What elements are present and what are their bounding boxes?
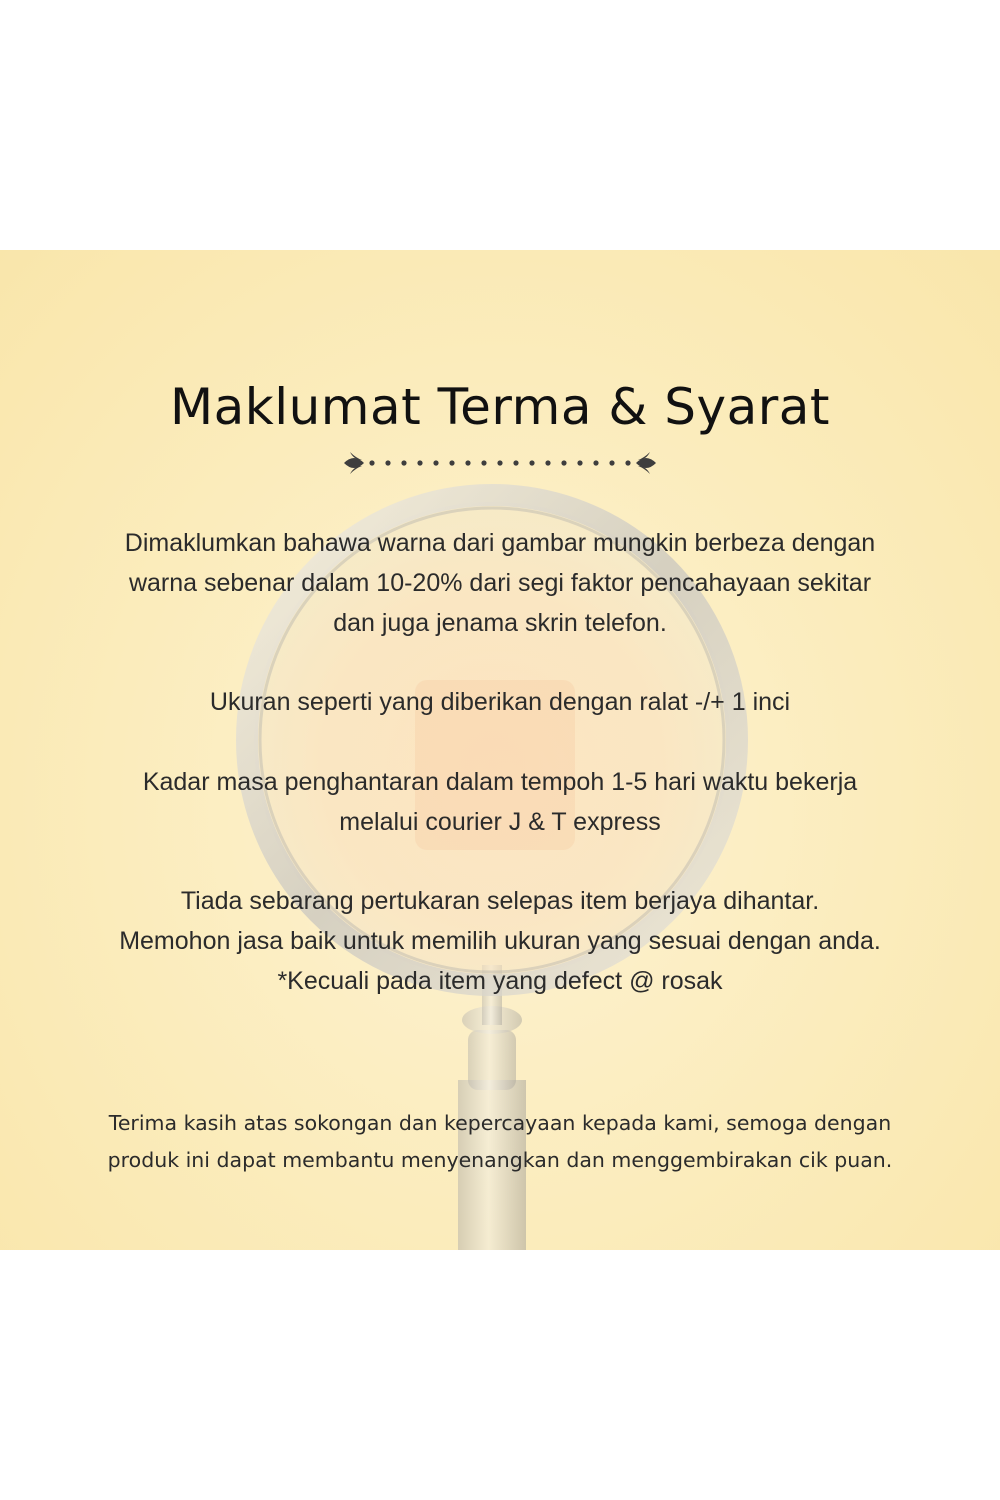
exchange-notice (60, 881, 940, 1001)
page-title: Maklumat Terma & Syarat (169, 378, 831, 436)
color-notice-line: dan juga jenama skrin telefon. (333, 609, 667, 637)
exchange-notice-line: Memohon jasa baik untuk memilih ukuran yang sesuai dengan anda. (119, 927, 881, 955)
thank-you-message (40, 1105, 960, 1179)
thank-you-line: produk ini dapat membantu menyenangkan dan menggembirakan cik puan. (107, 1148, 893, 1172)
size-notice (60, 682, 940, 722)
color-notice (60, 523, 940, 643)
leaf-dots-divider-icon (340, 448, 660, 478)
color-notice-line: Dimaklumkan bahawa warna dari gambar mungkin berbeza dengan (124, 529, 876, 557)
exchange-notice-line: Tiada sebarang pertukaran selepas item berjaya dihantar. (180, 887, 820, 915)
delivery-notice (60, 762, 940, 842)
delivery-notice-line: melalui courier J & T express (339, 808, 661, 836)
delivery-notice-line: Kadar masa penghantaran dalam tempoh 1-5 hari waktu bekerja (142, 768, 858, 796)
thank-you-line: Terima kasih atas sokongan dan kepercayaan kepada kami, semoga dengan (108, 1111, 892, 1135)
color-notice-line: warna sebenar dalam 10-20% dari segi faktor pencahayaan sekitar (128, 569, 872, 597)
exchange-notice-line: *Kecuali pada item yang defect @ rosak (277, 967, 723, 995)
terms-card (0, 250, 1000, 1250)
size-notice-line: Ukuran seperti yang diberikan dengan ralat -/+ 1 inci (209, 688, 791, 716)
